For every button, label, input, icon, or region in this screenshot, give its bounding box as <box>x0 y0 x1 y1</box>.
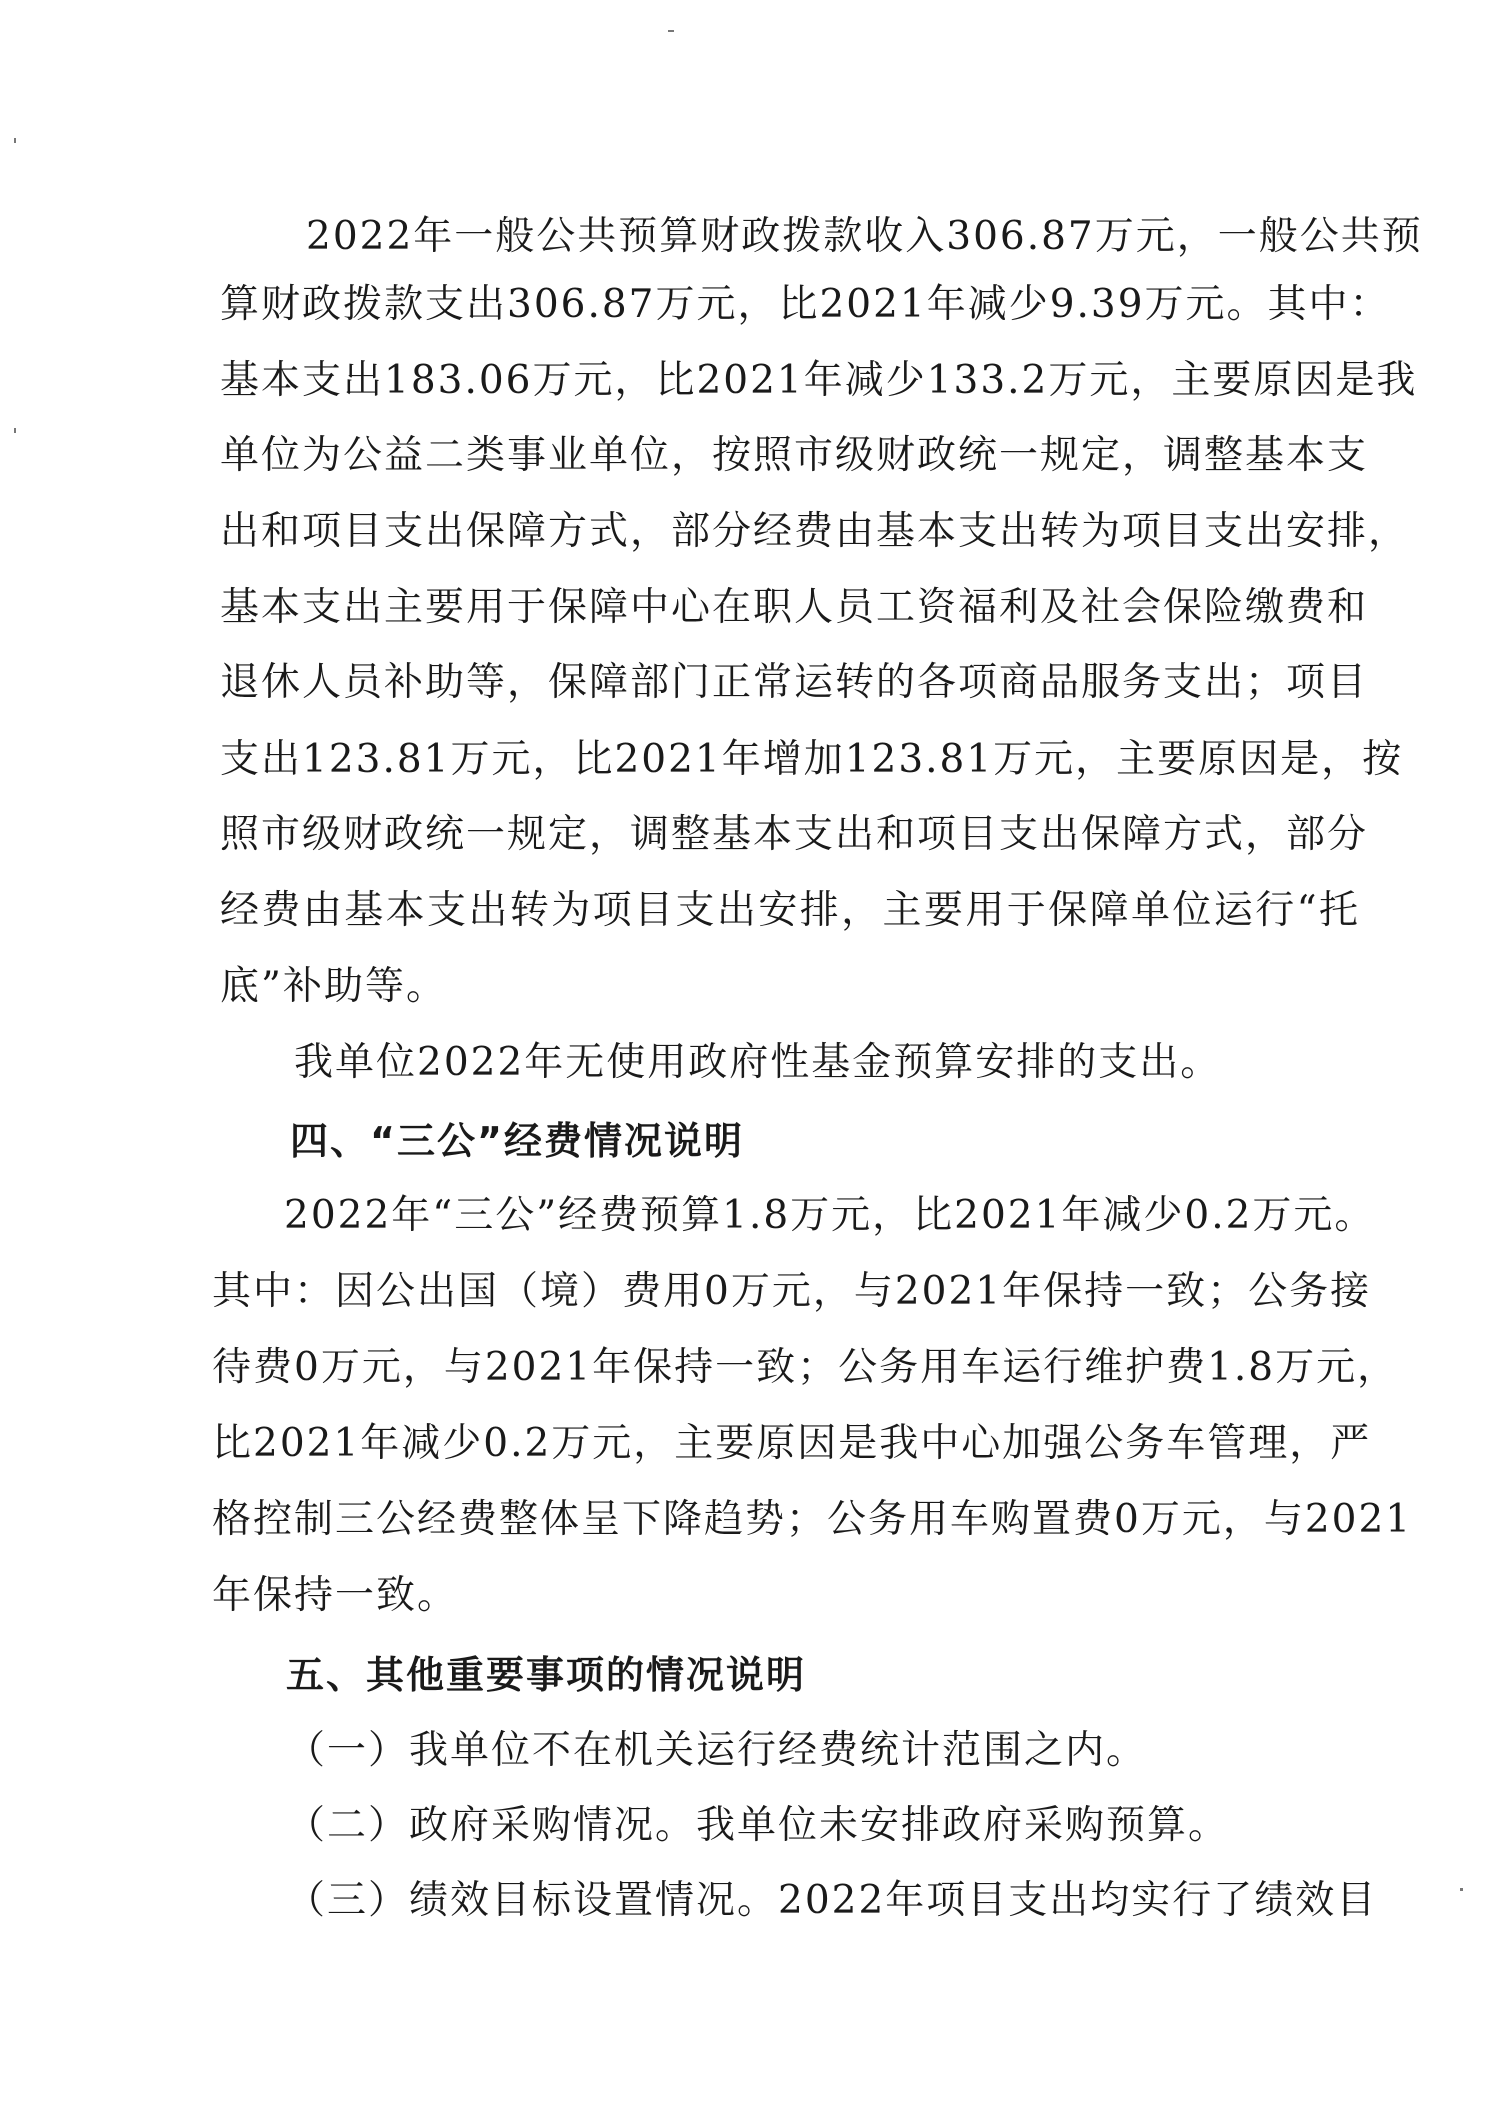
section-heading: 五、其他重要事项的情况说明 <box>286 1653 807 1697</box>
paragraph-line: 2022年一般公共预算财政拨款收入306.87万元，一般公共预 <box>306 214 1423 259</box>
scan-mark <box>14 138 16 143</box>
scan-mark <box>14 428 16 433</box>
paragraph-line: 基本支出主要用于保障中心在职人员工资福利及社会保险缴费和 <box>220 585 1369 630</box>
paragraph-line: 其中：因公出国（境）费用0万元，与2021年保持一致；公务接 <box>212 1269 1372 1314</box>
paragraph-line: 待费0万元，与2021年保持一致；公务用车运行维护费1.8万元， <box>212 1345 1399 1390</box>
section-heading: 四、“三公”经费情况说明 <box>290 1119 744 1163</box>
paragraph-line: 退休人员补助等，保障部门正常运转的各项商品服务支出；项目 <box>220 660 1369 705</box>
paragraph-line: 基本支出183.06万元，比2021年减少133.2万元，主要原因是我 <box>220 358 1418 403</box>
paragraph-line: 出和项目支出保障方式，部分经费由基本支出转为项目支出安排， <box>220 509 1410 554</box>
paragraph-line: 我单位2022年无使用政府性基金预算安排的支出。 <box>294 1040 1222 1085</box>
paragraph-line: （三）绩效目标设置情况。2022年项目支出均实行了绩效目 <box>286 1878 1378 1923</box>
paragraph-line: 经费由基本支出转为项目支出安排，主要用于保障单位运行“托 <box>220 888 1360 933</box>
paragraph-line: 照市级财政统一规定，调整基本支出和项目支出保障方式，部分 <box>220 812 1369 857</box>
paragraph-line: 格控制三公经费整体呈下降趋势；公务用车购置费0万元，与2021 <box>212 1497 1413 1542</box>
paragraph-line: 比2021年减少0.2万元，主要原因是我中心加强公务车管理，严 <box>212 1421 1372 1466</box>
paragraph-line: 2022年“三公”经费预算1.8万元，比2021年减少0.2万元。 <box>284 1193 1376 1238</box>
paragraph-line: 底”补助等。 <box>220 964 447 1009</box>
paragraph-line: 年保持一致。 <box>212 1573 459 1618</box>
paragraph-line: （二）政府采购情况。我单位未安排政府采购预算。 <box>286 1803 1230 1848</box>
paragraph-line: 支出123.81万元，比2021年增加123.81万元，主要原因是，按 <box>220 737 1404 782</box>
paragraph-line: 算财政拨款支出306.87万元，比2021年减少9.39万元。其中： <box>220 282 1391 327</box>
scan-mark <box>1460 1888 1463 1891</box>
paragraph-line: 单位为公益二类事业单位，按照市级财政统一规定，调整基本支 <box>220 433 1369 478</box>
scan-mark <box>668 30 674 32</box>
paragraph-line: （一）我单位不在机关运行经费统计范围之内。 <box>286 1728 1148 1773</box>
